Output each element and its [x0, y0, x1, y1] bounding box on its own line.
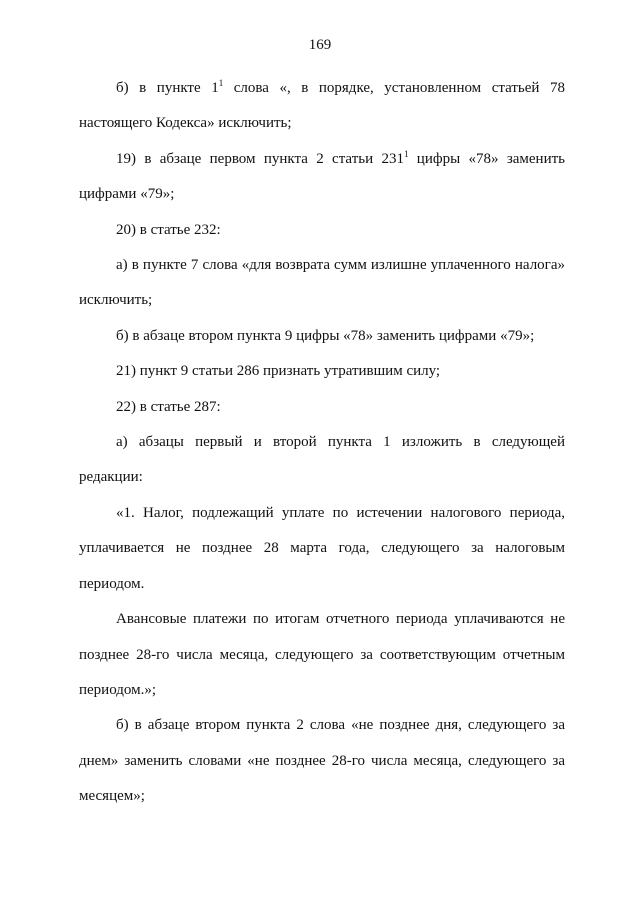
paragraph-item-22: 22) в статье 287: [116, 398, 221, 415]
paragraph-item-22b: б) в абзаце втором пункта 2 слова «не позднее дня, следующего за днем» заменить словами «не позднее 28-го числа месяца, следующего за месяцем»; [79, 717, 565, 805]
superscript: 1 [403, 148, 409, 159]
paragraph-text: слова «, в порядке, установленном статьей 78 настоящего Кодекса» исключить; [79, 80, 566, 132]
paragraph-text: б) в пункте 1 [116, 80, 219, 96]
paragraph-text: цифры «78» заменить цифрами «79»; [79, 150, 565, 203]
paragraph-text: 19) в абзаце первом пункта 2 статьи 231 [116, 150, 404, 167]
document-body [79, 71, 565, 815]
paragraph-item-20: 20) в статье 232: [116, 221, 221, 238]
paragraph-quote-2: Авансовые платежи по итогам отчетного периода уплачиваются не позднее 28-го числа месяца, следующего за соответствующим отчетным периодом.»; [79, 611, 565, 698]
superscript: 1 [218, 78, 224, 88]
paragraph-item-20a: а) в пункте 7 слова «для возврата сумм излишне уплаченного налога» исключить; [79, 257, 565, 309]
paragraph-item-22a: а) абзацы первый и второй пункта 1 изложить в следующей редакции: [79, 434, 565, 486]
page-number: 169 [308, 37, 332, 53]
paragraph-quote-1: «1. Налог, подлежащий уплате по истечении налогового периода, уплачивается не позднее 28 марта года, следующего за налоговым периодом. [79, 504, 565, 592]
paragraph-1b-clause [79, 71, 565, 142]
paragraph-item-20b: б) в абзаце втором пункта 9 цифры «78» заменить цифрами «79»; [116, 327, 535, 344]
paragraph-item-21: 21) пункт 9 статьи 286 признать утратившим силу; [116, 363, 441, 380]
paragraph-item-19 [79, 142, 565, 213]
